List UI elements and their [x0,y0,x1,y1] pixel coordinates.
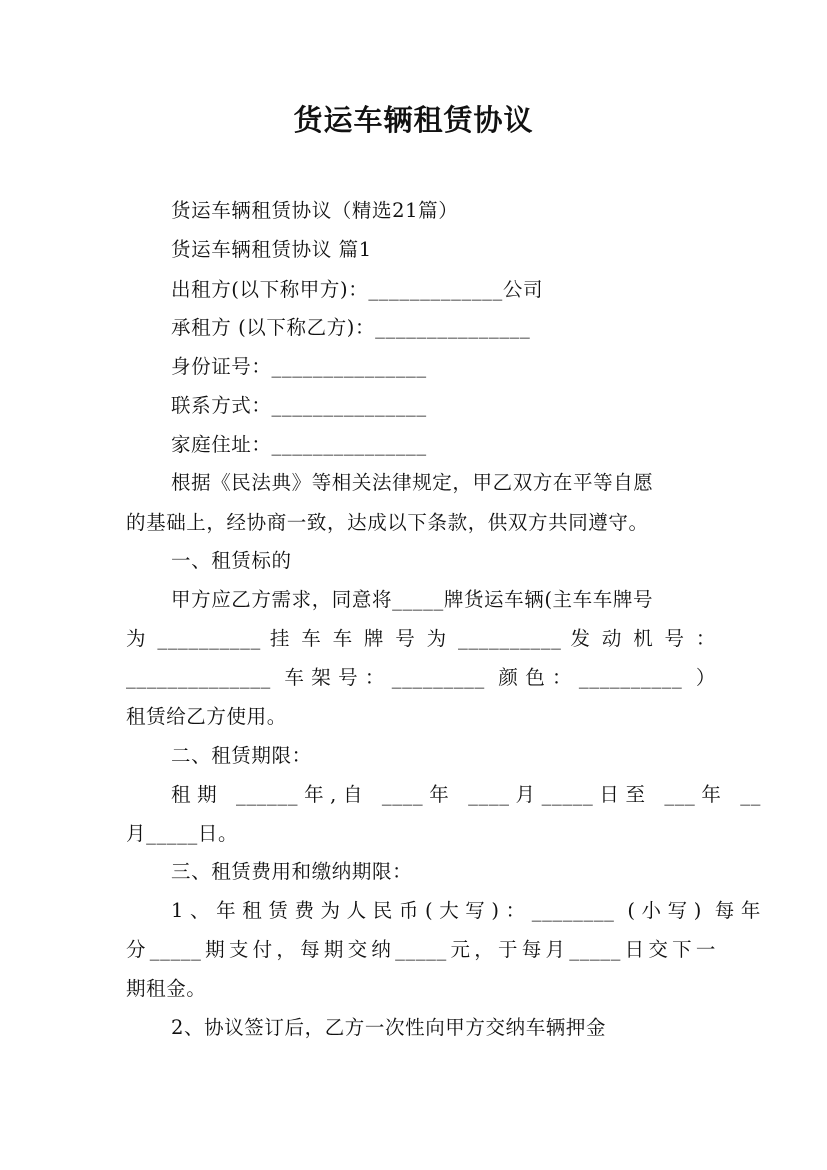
paragraph-line: 分_____期支付，每期交纳_____元，于每月_____日交下一 [126,938,716,961]
paragraph-line: 的基础上，经协商一致，达成以下条款，供双方共同遵守。 [126,511,649,534]
subtitle-line: 货运车辆租赁协议（精选21篇） [171,199,459,222]
paragraph-line: 月_____日。 [126,822,239,845]
paragraph-line: 2、协议签订后，乙方一次性向甲方交纳车辆押金 [171,1016,607,1039]
document-title: 货运车辆租赁协议 [293,103,534,137]
lessor-line: 出租方(以下称甲方)：_____________公司 [171,278,544,301]
clause-heading-line: 三、租赁费用和缴纳期限： [171,860,413,883]
paragraph-line: ______________ 车架号：_________ 颜色：__________ ） [126,666,716,689]
paragraph-line: 根据《民法典》等相关法律规定，甲乙双方在平等自愿 [171,471,654,494]
id-number-line: 身份证号：_______________ [171,355,427,378]
section-heading-line: 货运车辆租赁协议 篇1 [171,238,372,261]
clause-heading-line: 二、租赁期限： [171,744,312,767]
contact-line: 联系方式：_______________ [171,394,427,417]
paragraph-line: 1、年租赁费为人民币(大写)：________ (小写) 每年 [171,899,761,922]
paragraph-line: 租赁给乙方使用。 [126,705,287,728]
paragraph-line: 租期 ______年,自 ____年 ____月_____日至 ___年 __ [171,783,761,806]
clause-heading-line: 一、租赁标的 [171,549,292,572]
paragraph-line: 为 __________ 挂 车 车 牌 号 为 __________ 发 动 机 号 ： [126,627,716,650]
paragraph-line: 甲方应乙方需求，同意将_____牌货运车辆(主车车牌号 [171,588,654,611]
lessee-line: 承租方 (以下称乙方)：_______________ [171,316,531,339]
address-line: 家庭住址：_______________ [171,433,427,456]
paragraph-line: 期租金。 [126,977,207,1000]
